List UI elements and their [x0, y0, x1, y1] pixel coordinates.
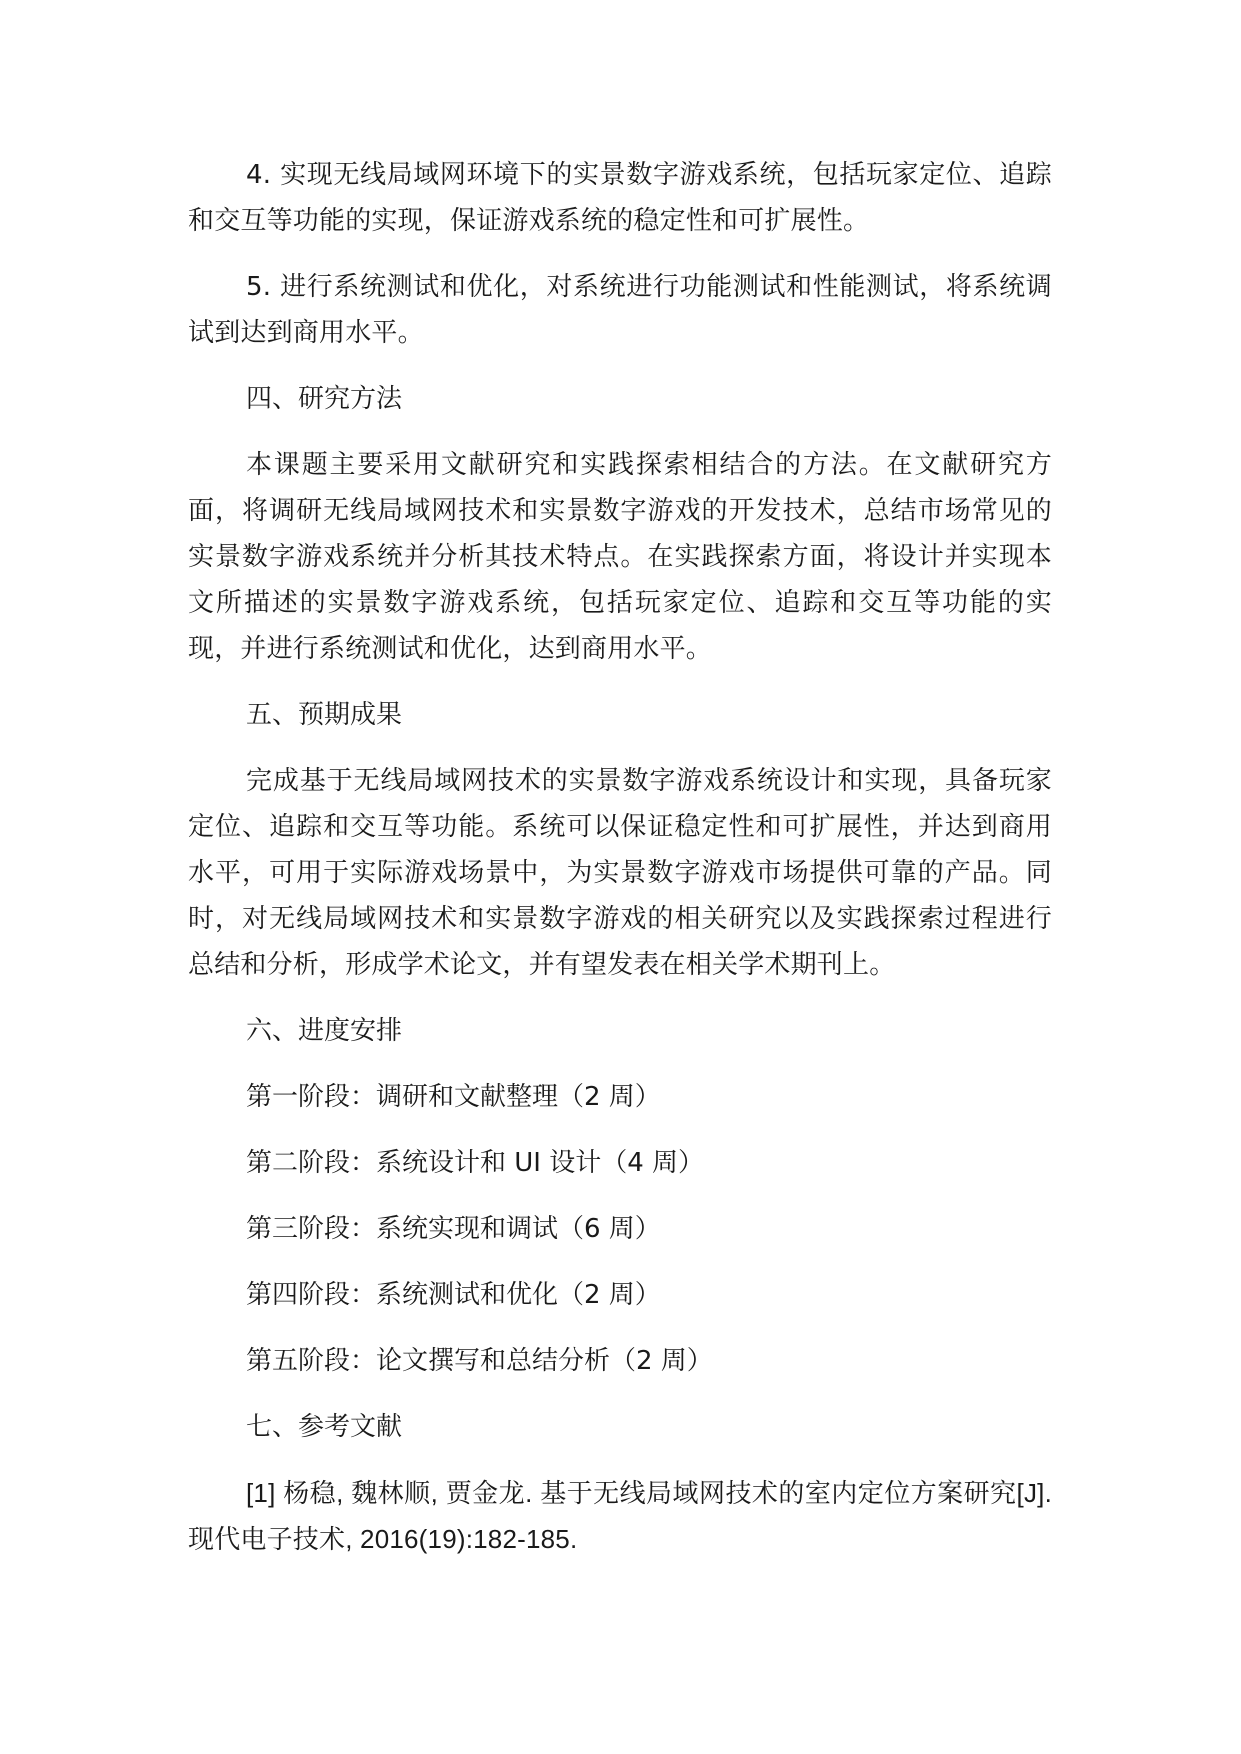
heading-research-method: 四、研究方法 [246, 384, 403, 414]
research-method-paragraph: 本课题主要采用文献研究和实践探索相结合的方法。在文献研究方面，将调研无线局域网技术和实景数字游戏的开发技术，总结市场常见的实景数字游戏系统并分析其技术特点。在实践探索方面，将设计并实现本文所描述的实景数字游戏系统，包括玩家定位、追踪和交互等功能的实现，并进行系统测试和优化，达到商用水平。 [188, 450, 1052, 664]
schedule-stage-5: 第五阶段：论文撰写和总结分析（2 周） [246, 1346, 713, 1376]
schedule-stage-2: 第二阶段：系统设计和 UI 设计（4 周） [246, 1148, 705, 1178]
document-page [188, 152, 1052, 1582]
heading-references: 七、参考文献 [246, 1412, 403, 1442]
item-4-paragraph: 4. 实现无线局域网环境下的实景数字游戏系统，包括玩家定位、追踪和交互等功能的实现，保证游戏系统的稳定性和可扩展性。 [188, 160, 1052, 236]
reference-1: [1] 杨稳, 魏林顺, 贾金龙. 基于无线局域网技术的室内定位方案研究[J]. 现代电子技术, 2016(19):182-185. [188, 1478, 1052, 1554]
schedule-stage-4: 第四阶段：系统测试和优化（2 周） [246, 1280, 661, 1310]
schedule-stage-3: 第三阶段：系统实现和调试（6 周） [246, 1214, 661, 1244]
heading-expected-outcome: 五、预期成果 [246, 700, 403, 730]
expected-outcome-paragraph: 完成基于无线局域网技术的实景数字游戏系统设计和实现，具备玩家定位、追踪和交互等功能。系统可以保证稳定性和可扩展性，并达到商用水平，可用于实际游戏场景中，为实景数字游戏市场提供可靠的产品。同时，对无线局域网技术和实景数字游戏的相关研究以及实践探索过程进行总结和分析，形成学术论文，并有望发表在相关学术期刊上。 [188, 766, 1052, 980]
schedule-stage-1: 第一阶段：调研和文献整理（2 周） [246, 1082, 661, 1112]
heading-schedule: 六、进度安排 [246, 1016, 403, 1046]
item-5-paragraph: 5. 进行系统测试和优化，对系统进行功能测试和性能测试，将系统调试到达到商用水平。 [188, 272, 1052, 348]
